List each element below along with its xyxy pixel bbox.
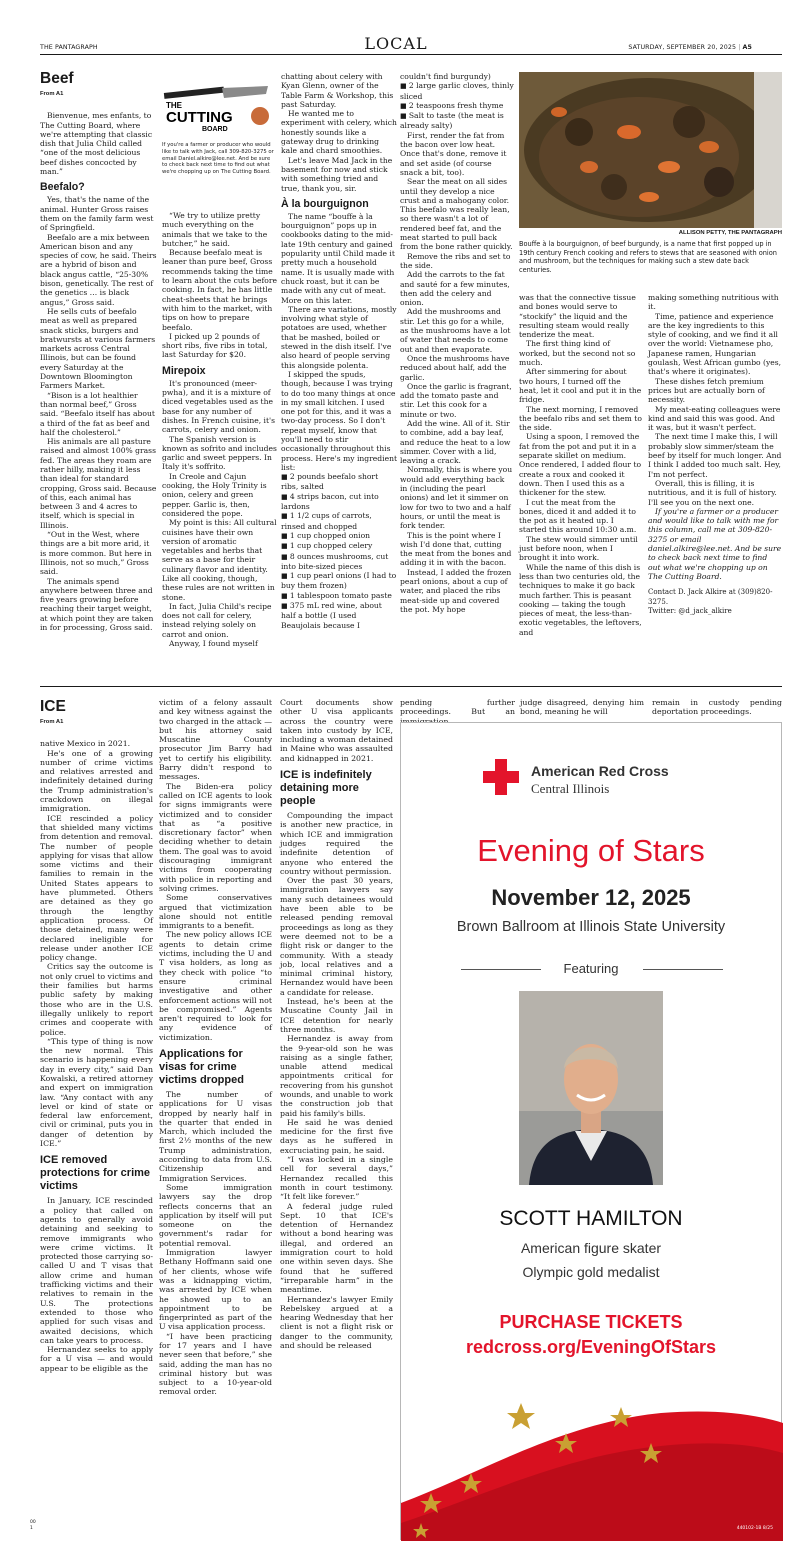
ingredient-item: ■ 2 teaspoons fresh thyme bbox=[400, 101, 514, 111]
beef-p: My meat-eating colleagues were kind and said this was good. And it was, but it wasn't perfect. bbox=[648, 404, 781, 433]
ice-p: The Biden-era policy called on ICE agents to look for signs immigrants were victimized and to consider that as “a positive discretionary factor” when deciding whether to detain them. The goal was to avoid discouraging immigrant victims from cooperating with police in reporting and solving crimes. bbox=[159, 781, 272, 893]
ice-p: Hernandez is away from the 9-year-old son he was raising as a single father, unable attend medical appointments critical for recovering from his gunshot wounds, and unable to work the construction job that paid his family's bills. bbox=[280, 1034, 393, 1118]
beef-p: chatting about celery with Kyan Glenn, owner of the Table Farm & Workshop, this past Saturday. bbox=[281, 72, 394, 109]
beef-p: The first thing kind of worked, but the second not so much. bbox=[519, 339, 636, 368]
ingredient-item: ■ 8 ounces mushrooms, cut into bite-sized pieces bbox=[281, 552, 397, 572]
ice-p: Hernandez seeks to apply for a U visa — and would appear to be eligible as the bbox=[40, 1345, 153, 1373]
ice-p: The new policy allows ICE agents to detain crime victims, including the U and T visa holders, as long as they check with police “to ensure criminal investigative and other enforcement actions will not be compromised.” Agents aren't required to look for any evidence of victimization. bbox=[159, 930, 272, 1042]
beef-p: After simmering for about two hours, I turned off the heat, let it cool and put it in the fridge. bbox=[519, 367, 642, 405]
twitter-line: Twitter: @d_jack_alkire bbox=[648, 606, 732, 615]
beef-p: There are variations, mostly involving what style of potatoes are used, whether that be mashed, boiled or stewed in the dish itself. I've also heard of people serving this alongside polenta. bbox=[281, 304, 397, 370]
ad-date: November 12, 2025 bbox=[491, 885, 691, 910]
beef-kicker: Beef bbox=[40, 70, 74, 87]
beef-p: Instead, I added the frozen pearl onions, about a cup of water, and placed the ribs meat-side up and covered the pot. My hope bbox=[400, 567, 512, 614]
ingredient-item: ■ 375 mL red wine, about half a bottle (I used Beaujolais because I bbox=[281, 601, 397, 630]
beef-p: In Creole and Cajun cooking, the Holy Trinity is onion, celery and green pepper. Garlic is, then, considered the pope. bbox=[162, 471, 267, 518]
beef-p: The next time I make this, I will probably slow simmer/steam the beef by itself for much longer. And I think I added too much salt. Hey, I'm not perfect. bbox=[648, 432, 782, 479]
ice-p: A federal judge ruled Sept. 10 that ICE's detention of Hernandez without a bond hearing was illegal, and ordered an immigration court to hold one within seven days. She found that he suffered “irreparable harm” in the meantime. bbox=[280, 1201, 393, 1295]
photo-caption: Bouffe à la bourguignon, of beef burgundy, is a name that first popped up in 19th century French cooking and refers to stews that are seasoned with onion and mushroom, but the techniques for making such a stew date back centuries. bbox=[519, 240, 777, 275]
ice-p: The number of applications for U visas dropped by nearly half in the quarter that ended in March, which included the first 2½ months of the new Trump administration, according to data from U.S. Citizenship and Immigration Services. bbox=[159, 1089, 272, 1183]
ice-p: Immigration lawyer Bethany Hoffmann said one of her clients, whose wife was a kidnapping victim, was arrested by ICE when he showed up to an appointment to be fingerprinted as part of the U visa application process. bbox=[159, 1248, 272, 1332]
ad-featuring: Featuring bbox=[563, 961, 619, 976]
ad-cta[interactable]: PURCHASE TICKETS bbox=[499, 1312, 683, 1332]
contact-line: Contact D. Jack Alkire at (309)820-3275. bbox=[648, 588, 773, 606]
beef-p: Once the mushrooms have reduced about half, add the garlic. bbox=[400, 353, 510, 382]
ad-org: American Red Cross bbox=[531, 763, 669, 779]
ingredient-item: ■ 1 cup chopped celery bbox=[281, 541, 397, 551]
ad-role1: American figure skater bbox=[520, 1240, 662, 1256]
knife-blade-icon bbox=[222, 86, 268, 98]
beef-p: Overall, this is filling, it is nutritious, and it is full of history. I'll see you on the next one. bbox=[648, 478, 777, 507]
ad-chapter: Central Illinois bbox=[531, 781, 610, 796]
ice-p: ICE rescinded a policy that shielded many victims from detention and removal. The number of people applying for visas that allow some victims and their families to remain in the United States appears to have plummeted. Others are detained as they go through the lengthy application process. Of those detained, many were declared ineligible for release under another ICE policy change. bbox=[40, 813, 153, 963]
ice-p: Over the past 30 years, immigration lawyers say many such detainees would have been able to be released pending removal proceedings as long as they were deemed not to be a flight risk or danger to the community. With a steady job, local relatives and a minimal criminal history, Hernandez would have been a candidate for release. bbox=[280, 876, 393, 997]
beef-p: I picked up 2 pounds of short ribs, five ribs in total, last Saturday for $20. bbox=[162, 331, 268, 360]
ad-code: 440102-1B 8/25 bbox=[736, 1526, 773, 1531]
tomato-icon bbox=[251, 107, 269, 125]
stew-image bbox=[519, 72, 782, 228]
hamilton-photo bbox=[519, 991, 663, 1185]
ingredient-item: ■ 1 cup pearl onions (I had to buy them frozen) bbox=[281, 571, 397, 591]
red-cross-icon bbox=[483, 759, 519, 795]
ad-name: SCOTT HAMILTON bbox=[499, 1207, 683, 1230]
beef-p: Sear the meat on all sides until they develop a nice crust and a mahogany color. This beefalo was really lean, so there wasn't a lot of rendered beef fat, and the meat started to pull back from the bone rather quickly. bbox=[400, 177, 513, 252]
beef-p: Time, patience and experience are the key ingredients to this style of cooking, and we find it all over the world: Vietnamese pho, Japanese ramen, Hungarian goulash, West African gumbo (yes, that's where it originates). bbox=[648, 311, 782, 377]
ice-p: remain in custody pending deportation proceedings. bbox=[652, 698, 782, 717]
ingredient-item: ■ 4 strips bacon, cut into lardons bbox=[281, 492, 397, 512]
stew-photo bbox=[519, 72, 782, 228]
beef-p: Remove the ribs and set to the side. bbox=[400, 251, 511, 270]
beef-p: I skipped the spuds, though, because I was trying to do too many things at once in my small kitchen. I used one pot for this, and it was a two-day process. So I don't repeat myself, know that you'll need to stir occasionally throughout this process. Here's my ingredient list: bbox=[281, 369, 398, 472]
page-number: A5 bbox=[742, 44, 752, 51]
logo-the: THE bbox=[166, 101, 182, 110]
beef-p: “Bison is a lot healthier than normal beef,” Gross said. “Beefalo itself has about a third of the fat as beef and half the cholesterol.” bbox=[40, 390, 155, 437]
photo-credit: ALLISON PETTY, THE PANTAGRAPH bbox=[678, 230, 782, 236]
beef-p: Using a spoon, I removed the fat from the pot and put it in a separate skillet on medium. Once rendered, I added flour to create a roux and cooked it down. Then I used this as a thickener for the stew. bbox=[519, 432, 642, 498]
ice-p: Compounding the impact is another new practice, in which ICE and immigration judges required the indefinite detention of anyone who entered the country without permission. bbox=[280, 811, 393, 876]
beef-p: Add the mushrooms and stir. Let this go for a while, as the mushrooms have a lot of water that needs to come out and then evaporate. bbox=[400, 307, 511, 354]
indefinite-subhead: ICE is indefinitely detaining more people bbox=[280, 769, 372, 808]
ice-p: Critics say the outcome is not only cruel to victims and their families but harms public safety by making those who are in the U.S. illegally unlikely to report crimes and cooperate with police. bbox=[40, 962, 153, 1037]
ice-p: In January, ICE rescinded a policy that called on agents to generally avoid detaining and seeking to remove immigrants who were crime victims. It protected those carrying so-called U and T visas that allow crime and human trafficking victims and their relatives to remain in the U.S. The protections extended to those who applied for such visas and awaited decisions, which can take years to process. bbox=[40, 1196, 153, 1345]
paper-name: THE PANTAGRAPH bbox=[40, 44, 98, 51]
beef-p: His animals are all pasture raised and almost 100% grass fed. The areas they roam are rather hilly, making it less than ideal for standard cropping, Gross said. Because of this, each animal has between 3 and 4 acres to itself, which is special in Illinois. bbox=[40, 437, 157, 530]
ice-p: native Mexico in 2021. bbox=[40, 739, 131, 749]
beef-p: Anyway, I found myself bbox=[169, 639, 258, 649]
removed-subhead: ICE removed protections for crime victims bbox=[40, 1154, 151, 1193]
ice-p: “I was locked in a single cell for several days,” Hernandez recalled this month in court testimony. “It felt like forever.” bbox=[280, 1155, 393, 1202]
beef-italic-note: If you're a farmer or a producer and would like to talk with me for this column, call me at 309-820-3275 or email daniel.alkire@lee.net. And be sure to check back next time to find out what we're chopping up on The Cutting Board. bbox=[648, 506, 782, 581]
mirepoix-subhead: Mirepoix bbox=[162, 364, 206, 377]
cutting-board-logo bbox=[162, 76, 274, 134]
header-rule bbox=[40, 54, 782, 55]
ad-event: Evening of Stars bbox=[477, 833, 705, 868]
knife-icon bbox=[164, 87, 224, 99]
beef-p: Beefalo are a mix between American bison and any species of cow, he said. Theirs are a hybrid of bison and black angus cattle, “25-30% bison, genetically. The rest of the genetics … is black angus,” Gross said. bbox=[40, 232, 157, 307]
beef-p: The next morning, I removed the beefalo ribs and set them to the side. bbox=[519, 404, 642, 433]
beef-p: He wanted me to experiment with celery, which honestly sounds like a gateway drug to drinking kale and chard smoothies. bbox=[281, 109, 397, 156]
date-text: SATURDAY, SEPTEMBER 20, 2025 bbox=[628, 44, 737, 51]
stars-banner bbox=[401, 1383, 783, 1541]
margin-code bbox=[30, 1520, 36, 1532]
ice-from: From A1 bbox=[40, 719, 64, 725]
beef-p: The animals spend anywhere between three and five years growing before reaching their target weight, at which point they are taken in for processing, Gross said. bbox=[40, 576, 154, 633]
beef-p: making something nutritious with it. bbox=[648, 293, 779, 312]
beef-p: “We try to utilize pretty much everything on the animals that we take to the butcher,” he said. bbox=[162, 211, 268, 248]
logo-board: BOARD bbox=[202, 126, 228, 133]
ice-p: victim of a felony assault and key witness against the two charged in the attack — but his attorney said Muscatine County prosecutor Jim Barry had yet to certify his eligibility. Barry didn't respond to messages. bbox=[159, 698, 272, 782]
star-icon bbox=[507, 1403, 535, 1429]
beef-p: Because beefalo meat is leaner than pure beef, Gross recommends taking the time to learn about the cuts before cooking. In fact, he has little cheat-sheets that he brings with him to the market, with tips on how to prepare beefalo. bbox=[162, 248, 277, 332]
beef-p: It's pronounced (meer-pwha), and it is a mixture of diced vegetables used as the base for any number of dishes. In French cuisine, it's carrots, celery and onion. bbox=[162, 378, 276, 435]
red-cross-ad[interactable] bbox=[400, 722, 782, 1540]
ice-p: He's one of a growing number of crime victims and relatives arrested and indefinitely detained during the Trump administration's crackdown on illegal immigration. bbox=[40, 748, 153, 814]
beef-p: was that the connective tissue and bones would serve to “stockify” the liquid and the resulting steam would really tenderize the meat. bbox=[519, 293, 636, 340]
ingredient-item: ■ 1 1/2 cups of carrots, rinsed and chopped bbox=[281, 511, 397, 531]
ingredient-item: ■ Salt to taste (the meat is already salty) bbox=[400, 111, 514, 131]
ingredient-item: ■ 1 cup chopped onion bbox=[281, 531, 397, 541]
ad-url[interactable]: redcross.org/EveningOfStars bbox=[465, 1337, 717, 1357]
beef-p: I cut the meat from the bones, diced it and added it to the pot as it heated up. I started this around 10:30 a.m. bbox=[519, 497, 637, 535]
beef-p: Add the wine. All of it. Stir to combine, add a bay leaf, and reduce the heat to a low simmer. Cover with a lid, leaving a crack. bbox=[400, 418, 511, 466]
ad-role2: Olympic gold medalist bbox=[522, 1264, 660, 1280]
beef-p: Add the carrots to the fat and sauté for a few minutes, then add the celery and onion. bbox=[400, 270, 510, 308]
beef-p: While the name of this dish is less than two centuries old, the techniques to make it go back much farther. This is peasant cooking — taking the tough pieces of meat, the less-than-exotic vegetables, the leftovers, and bbox=[519, 562, 642, 637]
beef-p: First, render the fat from the bacon over low heat. Once that's done, remove it and set aside (of course snack a bit, too). bbox=[400, 130, 507, 177]
cutting-board-box bbox=[162, 76, 274, 198]
applications-subhead: Applications for visas for crime victims dropped bbox=[159, 1047, 244, 1086]
beef-p: These dishes fetch premium prices but are actually born of necessity. bbox=[648, 376, 765, 405]
logo-cutting: CUTTING bbox=[166, 109, 233, 126]
ice-p: pending further proceedings. But an bbox=[400, 698, 515, 717]
bourguignon-subhead: À la bourguignon bbox=[281, 197, 369, 210]
story-divider bbox=[40, 686, 782, 687]
ice-p: “This type of thing is now the new normal. This scenario is happening every day in every city,” said Dan Kowalski, a retired attorney and expert on immigration law. “Any contact with any level or kind of state or federal law enforcement, civil or criminal, puts you in danger of detention by ICE.” bbox=[40, 1036, 153, 1149]
beef-p: Yes, that's the name of the animal. Hunter Gross raises them on the family farm west of Springfield. bbox=[40, 195, 154, 233]
ingredient-item: ■ 2 pounds beefalo short ribs, salted bbox=[281, 472, 397, 492]
beef-p: The name “bouffe à la bourguignon” pops up in cookbooks dating to the mid-late 19th century and gained popularity until Child made it pretty much a household name. It is usually made with chuck roast, but it can be made with any cut of meat. More on this later. bbox=[281, 211, 395, 305]
page-date: SATURDAY, SEPTEMBER 20, 2025 | A5 bbox=[628, 44, 752, 51]
ice-p: judge disagreed, denying him bond, meaning he will bbox=[520, 698, 644, 717]
beef-p: This is the point where I wish I'd done that, cutting the meat from the bones and adding it in with the bacon. bbox=[400, 530, 512, 568]
beefalo-subhead: Beefalo? bbox=[40, 181, 85, 194]
portrait-image bbox=[519, 991, 663, 1185]
beef-p: “Out in the West, where things are a bit more arid, it is more common. But here in Illinois, not so much,” Gross said. bbox=[40, 530, 152, 577]
ingredient-item: ■ 2 large garlic cloves, thinly sliced bbox=[400, 81, 514, 101]
beef-p: Bienvenue, mes enfants, to The Cutting Board, where we're attempting that classic dish that Julia Child called “one of the most delicious beef dishes concocted by man.” bbox=[40, 111, 153, 177]
beef-from: From A1 bbox=[40, 91, 64, 97]
margin-code-2: 1 bbox=[30, 1526, 33, 1531]
logo-note: If you're a farmer or producer who would like to talk with Jack, call 309-820-3275 or email Daniel.alkire@lee.net. And be sure to check back next time to find out what we're chopping up on The Cutting Board. bbox=[162, 142, 274, 176]
ingredient-item: ■ 1 tablespoon tomato paste bbox=[281, 591, 397, 601]
beef-p: In fact, Julia Child's recipe does not call for celery, instead relying solely on carrot and onion. bbox=[162, 601, 272, 639]
beef-p: My point is this: All cultural cuisines have their own version of aromatic vegetables and herbs that serve as a base for their culinary flavor and identity. Like all cooking, though, these rules are not written in stone. bbox=[162, 518, 277, 602]
beef-p: Let's leave Mad Jack in the basement for now and stick with something tried and true, thank you, sir. bbox=[281, 155, 393, 193]
beef-p: Once the garlic is fragrant, add the tomato paste and stir. Let this cook for a minute or two. bbox=[400, 381, 512, 419]
ice-p: Court documents show other U visa applicants across the country were taken into custody by ICE, including a woman detained in Maine who was assaulted and kidnapped in 2021. bbox=[280, 698, 393, 763]
beef-p: The Spanish version is known as sofrito and includes garlic and sweet peppers. In Italy it's soffrito. bbox=[162, 434, 277, 472]
margin-code-1: 00 bbox=[30, 1520, 36, 1525]
ice-p: He said he was denied medicine for the first five days as he suffered in excruciating pain, he said. bbox=[280, 1117, 393, 1155]
section-title: LOCAL bbox=[364, 34, 428, 53]
beef-p: He sells cuts of beefalo meat as well as prepared snack sticks, burgers and bratwursts at various farmers markets across Central Illinois, but can be found every Saturday at the Downtown Bloomington Farmers Market. bbox=[40, 306, 156, 391]
beef-p: couldn't find burgundy) bbox=[400, 72, 491, 81]
ice-kicker: ICE bbox=[40, 698, 66, 715]
ice-p: “I have been practicing for 17 years and I have never seen that before,” she said, adding the man has no criminal history but was subject to a 10-year-old removal order. bbox=[159, 1331, 272, 1397]
ice-p: Hernandez's lawyer Emily Rebelskey argued at a hearing Wednesday that her client is not a flight risk or danger to the community, and should be released bbox=[280, 1294, 393, 1350]
ice-p: Instead, he's been at the Muscatine County Jail in ICE detention for nearly three months. bbox=[280, 997, 393, 1034]
ice-p: Some immigration lawyers say the drop reflects concerns that an application by itself will put someone on the government's radar for potential removal. bbox=[159, 1182, 272, 1248]
ad-venue: Brown Ballroom at Illinois State University bbox=[456, 919, 726, 935]
beef-p: Normally, this is where you would add everything back in (including the pearl onions) and let it simmer on low for two to two and a half hours, or until the meat is fork tender. bbox=[400, 465, 513, 531]
beef-p: The stew would simmer until just before noon, when I brought it into work. bbox=[519, 534, 638, 563]
ice-p: Some conservatives argued that victimization alone should not entitle immigrants to a benefit. bbox=[159, 893, 272, 931]
